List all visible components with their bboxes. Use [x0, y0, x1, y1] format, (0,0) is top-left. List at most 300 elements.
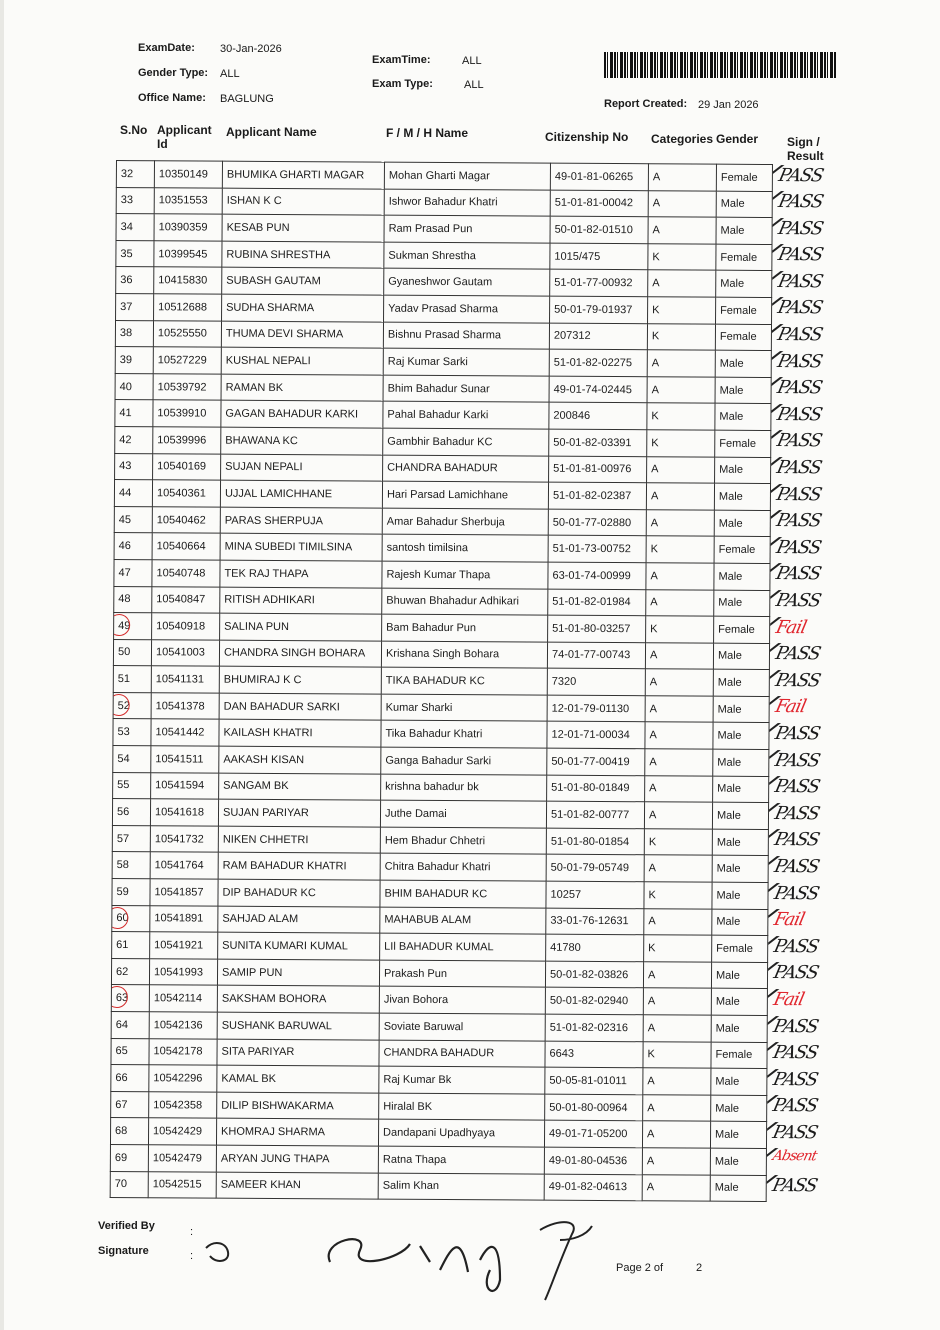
cell-cit: 49-01-71-05200 [544, 1121, 642, 1148]
cell-result [771, 457, 829, 484]
cell-result [770, 617, 828, 644]
col-sno: S.No [120, 123, 148, 137]
cell-name: BHUMIKA GHARTI MAGAR [222, 161, 384, 189]
result-mark: PASS [776, 217, 825, 239]
cell-cat: A [648, 270, 716, 297]
cell-fmh: Bhim Bahadur Sunar [383, 375, 549, 403]
cell-sno: 32 [116, 161, 154, 188]
cell-fmh: Pahal Bahadur Karki [383, 401, 549, 429]
cell-fmh: Ganga Bahadur Sarki [381, 747, 547, 775]
cell-result [772, 191, 830, 218]
cell-fmh: Soviate Baruwal [379, 1013, 545, 1041]
cell-result [769, 723, 827, 750]
office-name-label: Office Name: [138, 92, 206, 104]
col-sign-result: Sign / Result [787, 135, 824, 163]
cell-sno: 40 [115, 373, 153, 400]
cell-result [772, 297, 830, 324]
cell-id: 10542479 [148, 1145, 216, 1172]
cell-id: 10541511 [151, 746, 219, 773]
cell-name: SAHJAD ALAM [218, 906, 380, 934]
cell-id: 10541378 [151, 693, 219, 720]
barcode [604, 52, 836, 78]
cell-fmh: Gambhir Bahadur KC [383, 428, 549, 456]
cell-fmh: Raj Kumar Sarki [383, 348, 549, 376]
result-mark: PASS [774, 536, 823, 559]
result-mark: PASS [773, 669, 822, 692]
cell-sno: 39 [115, 347, 153, 374]
cell-gender: Male [710, 1122, 766, 1149]
result-mark: PASS [771, 962, 821, 984]
cell-result [769, 776, 827, 803]
cell-fmh: CHANDRA BAHADUR [379, 1040, 545, 1068]
cell-cat: A [646, 589, 714, 616]
cell-sno: 52 [113, 692, 151, 719]
cell-gender: Male [716, 191, 772, 218]
result-mark: PASS [776, 164, 826, 186]
cell-sno: 47 [114, 559, 152, 586]
cell-cit: 51-01-82-00777 [546, 801, 644, 828]
cell-result [769, 750, 827, 777]
cell-gender: Female [711, 1042, 767, 1069]
cell-cat: K [648, 244, 716, 271]
cell-sno: 70 [110, 1171, 148, 1198]
cell-cat: K [647, 403, 715, 430]
cell-cat: K [648, 297, 716, 324]
cell-sno: 57 [112, 825, 150, 852]
cell-id: 10541921 [150, 932, 218, 959]
cell-name: RAM BAHADUR KHATRI [218, 853, 380, 881]
col-categories: Categories [651, 132, 714, 146]
cell-fmh: Chitra Bahadur Khatri [380, 854, 546, 882]
result-mark: Absent [771, 1148, 818, 1165]
cell-id: 10541442 [151, 719, 219, 746]
cell-name: SUJAN PARIYAR [218, 799, 380, 827]
cell-id: 10541857 [150, 879, 218, 906]
red-circle-annotation [112, 907, 129, 929]
cell-sno: 68 [110, 1118, 148, 1145]
cell-name: DILIP BISHWAKARMA [217, 1092, 379, 1120]
result-mark: PASS [771, 1042, 820, 1064]
cell-result [770, 510, 828, 537]
cell-id: 10542429 [148, 1118, 216, 1145]
cell-fmh: Ram Prasad Pun [384, 215, 550, 243]
cell-cit: 50-01-77-00419 [547, 748, 645, 775]
col-citizenship: Citizenship No [545, 130, 629, 144]
cell-cit: 50-01-82-01510 [550, 216, 648, 243]
cell-fmh: Kumar Sharki [381, 694, 547, 722]
cell-cat: A [647, 456, 715, 483]
cell-result [771, 324, 829, 351]
cell-gender: Female [714, 536, 770, 563]
cell-gender: Male [713, 696, 769, 723]
cell-result [772, 218, 830, 245]
cell-name: TEK RAJ THAPA [220, 560, 382, 588]
cell-name: SALINA PUN [220, 613, 382, 641]
cell-id: 10351553 [154, 187, 222, 214]
cell-fmh: Bhuwan Bhahadur Adhikari [382, 588, 548, 616]
cell-gender: Male [713, 723, 769, 750]
cell-cit: 6643 [545, 1041, 643, 1068]
cell-result [771, 430, 829, 457]
cell-fmh: Prakash Pun [379, 960, 545, 988]
cell-id: 10542136 [149, 1012, 217, 1039]
cell-result [768, 936, 826, 963]
cell-sno: 58 [112, 852, 150, 879]
cell-name: RUBINA SHRESTHA [222, 241, 384, 269]
cell-id: 10540918 [152, 613, 220, 640]
cell-cit: 74-01-77-00743 [547, 642, 645, 669]
cell-name: SAMEER KHAN [216, 1172, 378, 1200]
result-mark: PASS [771, 935, 821, 958]
cell-sno: 44 [114, 480, 152, 507]
cell-id: 10540847 [152, 586, 220, 613]
result-mark: PASS [773, 723, 822, 745]
cell-gender: Male [712, 882, 768, 909]
result-mark: PASS [775, 270, 825, 293]
cell-gender: Male [711, 962, 767, 989]
result-mark: PASS [775, 350, 824, 372]
cell-name: THUMA DEVI SHARMA [221, 321, 383, 349]
cell-cat: A [642, 1174, 710, 1201]
cell-gender: Female [712, 935, 768, 962]
cell-cat: A [647, 376, 715, 403]
cell-id: 10540462 [152, 506, 220, 533]
cell-cit: 10257 [546, 881, 644, 908]
cell-fmh: Gyaneshwor Gautam [384, 269, 550, 297]
cell-sno: 45 [114, 506, 152, 533]
cell-cat: A [648, 217, 716, 244]
cell-cat: A [644, 802, 712, 829]
cell-result [767, 962, 825, 989]
cell-cat: A [646, 483, 714, 510]
cell-result [766, 1122, 824, 1149]
cell-fmh: Bishnu Prasad Sharma [383, 322, 549, 350]
cell-id: 10540664 [152, 533, 220, 560]
cell-gender: Female [716, 244, 772, 271]
exam-time-label: ExamTime: [372, 54, 431, 66]
cell-fmh: TIKA BAHADUR KC [381, 667, 547, 695]
cell-fmh: Ratna Thapa [378, 1146, 544, 1174]
cell-result [767, 1095, 825, 1122]
cell-fmh: Hem Bhadur Chhetri [380, 827, 546, 855]
cell-name: KAMAL BK [217, 1065, 379, 1093]
result-mark: PASS [774, 430, 824, 452]
cell-cat: A [645, 642, 713, 669]
cell-result [769, 696, 827, 723]
cell-result [770, 590, 828, 617]
cell-sno: 56 [112, 799, 150, 826]
cell-gender: Male [716, 217, 772, 244]
cell-id: 10525550 [153, 320, 221, 347]
cell-gender: Male [711, 1068, 767, 1095]
page-total: 2 [696, 1262, 703, 1274]
cell-cat: A [647, 350, 715, 377]
cell-name: KAILASH KHATRI [219, 720, 381, 748]
cell-gender: Male [712, 829, 768, 856]
cell-gender: Male [711, 1015, 767, 1042]
cell-cat: A [646, 509, 714, 536]
cell-cat: A [643, 1095, 711, 1122]
cell-fmh: Amar Bahadur Sherbuja [382, 508, 548, 536]
cell-fmh: Dandapani Upadhyaya [378, 1119, 544, 1147]
cell-cit: 7320 [547, 668, 645, 695]
cell-id: 10542358 [149, 1091, 217, 1118]
cell-id: 10415830 [154, 267, 222, 294]
cell-cit: 12-01-71-00034 [547, 722, 645, 749]
cell-cat: K [647, 323, 715, 350]
cell-name: BHAWANA KC [221, 427, 383, 455]
cell-cit: 49-01-81-06265 [550, 163, 648, 190]
cell-id: 10542515 [148, 1171, 216, 1198]
cell-sno: 53 [113, 719, 151, 746]
cell-cat: K [646, 616, 714, 643]
cell-name: MINA SUBEDI TIMILSINA [220, 533, 382, 561]
cell-cit: 49-01-80-04536 [544, 1147, 642, 1174]
result-mark: Fail [773, 696, 808, 718]
result-mark: PASS [770, 1175, 819, 1197]
red-circle-annotation [113, 694, 130, 716]
cell-cat: A [648, 190, 716, 217]
cell-cit: 200846 [549, 402, 647, 429]
col-applicant-name: Applicant Name [226, 125, 317, 139]
col-gender: Gender [716, 132, 759, 146]
cell-cit: 51-01-82-02387 [548, 482, 646, 509]
cell-id: 10539996 [153, 427, 221, 454]
cell-gender: Female [716, 164, 772, 191]
cell-cat: A [642, 1121, 710, 1148]
cell-result [768, 829, 826, 856]
cell-name: RITISH ADHIKARI [220, 587, 382, 615]
cell-cat: A [643, 1015, 711, 1042]
cell-cat: A [646, 563, 714, 590]
cell-cit: 51-01-73-00752 [548, 535, 646, 562]
cell-sno: 46 [114, 533, 152, 560]
cell-fmh: Bam Bahadur Pun [382, 614, 548, 642]
cell-cit: 50-01-82-02940 [545, 988, 643, 1015]
cell-sno: 66 [111, 1065, 149, 1092]
handwritten-signatures [200, 1200, 620, 1310]
cell-name: DAN BAHADUR SARKI [219, 693, 381, 721]
cell-sno: 59 [112, 879, 150, 906]
cell-id: 10542178 [149, 1038, 217, 1065]
cell-gender: Male [710, 1175, 766, 1202]
cell-gender: Male [715, 457, 771, 484]
page-indicator: Page 2 of [616, 1262, 664, 1274]
cell-fmh: Hari Parsad Lamichhane [382, 481, 548, 509]
cell-gender: Male [714, 563, 770, 590]
result-mark: PASS [775, 324, 825, 346]
cell-name: SUDHA SHARMA [222, 294, 384, 322]
cell-cit: 49-01-74-02445 [549, 376, 647, 403]
cell-gender: Male [711, 1095, 767, 1122]
cell-cat: A [642, 1148, 710, 1175]
cell-gender: Male [713, 749, 769, 776]
result-mark: PASS [775, 403, 824, 426]
cell-name: SANGAM BK [219, 773, 381, 801]
cell-sno: 35 [116, 240, 154, 267]
cell-gender: Male [715, 350, 771, 377]
cell-result [767, 989, 825, 1016]
cell-gender: Female [715, 324, 771, 351]
cell-sno: 36 [116, 267, 154, 294]
cell-id: 10541891 [150, 905, 218, 932]
cell-cit: 51-01-82-02316 [545, 1014, 643, 1041]
red-circle-annotation [114, 614, 131, 636]
cell-id: 10541594 [151, 772, 219, 799]
cell-gender: Male [710, 1148, 766, 1175]
cell-result [766, 1175, 824, 1202]
cell-gender: Male [712, 856, 768, 883]
report-created-label: Report Created: [604, 98, 688, 110]
result-mark: PASS [774, 510, 823, 532]
cell-cit: 51-01-81-00976 [549, 456, 647, 483]
cell-result [771, 377, 829, 404]
cell-name: NIKEN CHHETRI [218, 826, 380, 854]
exam-date-value: 30-Jan-2026 [220, 43, 282, 55]
cell-fmh: Mohan Gharti Magar [384, 162, 550, 190]
cell-cit: 50-01-82-03826 [545, 961, 643, 988]
cell-sno: 51 [113, 666, 151, 693]
cell-fmh: Jivan Bohora [379, 987, 545, 1015]
cell-id: 10540748 [152, 560, 220, 587]
result-mark: PASS [770, 1121, 820, 1144]
cell-result [767, 1069, 825, 1096]
cell-sno: 41 [115, 400, 153, 427]
cell-cit: 207312 [549, 323, 647, 350]
cell-id: 10539792 [153, 373, 221, 400]
cell-sno: 63 [111, 985, 149, 1012]
cell-fmh: Hiralal BK [379, 1093, 545, 1121]
cell-cat: K [643, 1041, 711, 1068]
result-mark: Fail [772, 909, 807, 931]
result-mark: PASS [773, 643, 823, 665]
exam-type-value: ALL [464, 79, 484, 91]
cell-fmh: Tika Bahadur Khatri [381, 721, 547, 749]
cell-gender: Male [716, 271, 772, 298]
result-mark: PASS [770, 1095, 820, 1117]
cell-cit: 12-01-79-01130 [547, 695, 645, 722]
cell-name: ARYAN JUNG THAPA [216, 1145, 378, 1173]
gender-type-label: Gender Type: [138, 67, 209, 79]
cell-sno: 48 [114, 586, 152, 613]
cell-fmh: santosh timilsina [382, 534, 548, 562]
cell-sno: 37 [116, 293, 154, 320]
cell-gender: Male [714, 483, 770, 510]
cell-sno: 54 [113, 746, 151, 773]
cell-name: RAMAN BK [221, 374, 383, 402]
cell-name: ISHAN K C [222, 188, 384, 216]
cell-cit: 51-01-82-01984 [548, 589, 646, 616]
cell-cit: 1015/475 [550, 243, 648, 270]
cell-id: 10399545 [154, 241, 222, 268]
cell-name: SITA PARIYAR [217, 1039, 379, 1067]
cell-result [771, 351, 829, 378]
cell-result [770, 563, 828, 590]
cell-name: SUNITA KUMARI KUMAL [218, 932, 380, 960]
cell-cit: 49-01-82-04613 [544, 1174, 642, 1201]
exam-date-label: ExamDate: [138, 42, 195, 54]
cell-name: SUBASH GAUTAM [222, 268, 384, 296]
cell-result [772, 165, 830, 192]
cell-result [770, 537, 828, 564]
cell-gender: Male [715, 404, 771, 431]
cell-gender: Male [713, 643, 769, 670]
cell-sno: 65 [111, 1038, 149, 1065]
cell-sno: 38 [115, 320, 153, 347]
cell-sno: 42 [115, 426, 153, 453]
cell-cit: 51-01-81-00042 [550, 190, 648, 217]
result-mark: PASS [774, 590, 823, 612]
cell-cat: A [643, 988, 711, 1015]
cell-fmh: Rajesh Kumar Thapa [382, 561, 548, 589]
cell-cit: 41780 [546, 934, 644, 961]
result-mark: PASS [772, 829, 821, 851]
cell-cit: 50-05-81-01011 [545, 1067, 643, 1094]
result-mark: PASS [775, 297, 825, 319]
cell-id: 10512688 [154, 294, 222, 321]
cell-cat: A [643, 1068, 711, 1095]
cell-id: 10539910 [153, 400, 221, 427]
table-row [110, 1171, 824, 1202]
cell-result [766, 1148, 824, 1175]
cell-name: GAGAN BAHADUR KARKI [221, 400, 383, 428]
cell-name: SAKSHAM BOHORA [217, 986, 379, 1014]
cell-fmh: Yadav Prasad Sharma [384, 295, 550, 323]
cell-sno: 67 [111, 1091, 149, 1118]
cell-gender: Female [714, 616, 770, 643]
cell-id: 10541993 [149, 959, 217, 986]
scan-edge [0, 0, 4, 1330]
cell-id: 10527229 [153, 347, 221, 374]
cell-result [768, 856, 826, 883]
cell-cit: 51-01-80-01849 [547, 775, 645, 802]
cell-sno: 49 [114, 613, 152, 640]
cell-id: 10542296 [149, 1065, 217, 1092]
cell-cat: K [646, 536, 714, 563]
cell-name: UJJAL LAMICHHANE [220, 480, 382, 508]
cell-cat: A [643, 962, 711, 989]
cell-fmh: BHIM BAHADUR KC [380, 880, 546, 908]
cell-gender: Male [712, 909, 768, 936]
cell-cit: 51-01-80-01854 [546, 828, 644, 855]
cell-name: SUSHANK BARUWAL [217, 1012, 379, 1040]
cell-id: 10541764 [150, 852, 218, 879]
cell-fmh: Juthe Damai [380, 800, 546, 828]
cell-sno: 43 [115, 453, 153, 480]
result-mark: PASS [775, 377, 824, 399]
cell-cit: 50-01-79-05749 [546, 855, 644, 882]
verified-by-colon: : [190, 1226, 194, 1238]
result-mark: PASS [773, 749, 822, 771]
cell-sno: 61 [112, 932, 150, 959]
cell-name: BHUMIRAJ K C [219, 666, 381, 694]
cell-fmh: LIl BAHADUR KUMAL [380, 933, 546, 961]
cell-name: CHANDRA SINGH BOHARA [219, 640, 381, 668]
cell-id: 10540169 [153, 453, 221, 480]
cell-cat: K [644, 882, 712, 909]
result-mark: PASS [771, 1015, 820, 1037]
cell-gender: Male [712, 802, 768, 829]
cell-cit: 51-01-80-03257 [548, 615, 646, 642]
cell-gender: Male [711, 989, 767, 1016]
result-mark: PASS [771, 1068, 820, 1090]
office-name-value: BAGLUNG [220, 93, 274, 105]
cell-result [768, 909, 826, 936]
result-mark: PASS [774, 457, 824, 479]
cell-gender: Male [714, 510, 770, 537]
cell-id: 10542114 [149, 985, 217, 1012]
col-applicant-id: Applicant Id [157, 123, 212, 151]
